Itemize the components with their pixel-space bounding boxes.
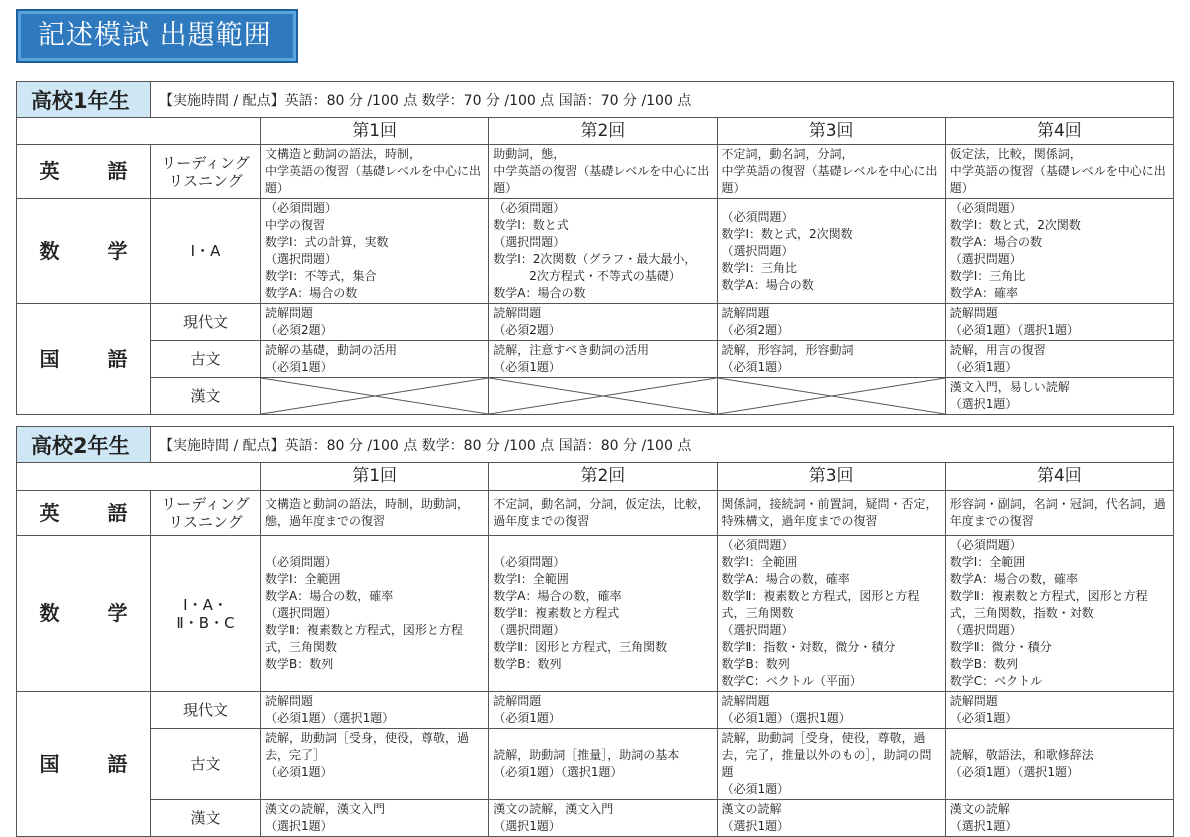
kanbun-r2: 漢文の読解，漢文入門 （選択1題） bbox=[489, 800, 717, 837]
gendai-r2: 読解問題 （必須2題） bbox=[489, 304, 717, 341]
gendai-r3: 読解問題 （必須2題） bbox=[717, 304, 945, 341]
english-r3: 関係詞，接続詞・前置詞，疑問・否定，特殊構文，過年度までの復習 bbox=[717, 491, 945, 536]
round-header-3: 第3回 bbox=[717, 463, 945, 491]
english-r1: 文構造と動詞の語法，時制， 中学英語の復習（基礎レベルを中心に出題） bbox=[261, 145, 489, 199]
kanbun-label: 漢文 bbox=[151, 378, 261, 415]
grade2-label: 高校2年生 bbox=[17, 427, 151, 462]
subject-math: 数 学 bbox=[17, 536, 151, 692]
subject-japanese: 国 語 bbox=[17, 304, 151, 415]
grade2-table bbox=[16, 462, 1174, 837]
round-header-3: 第3回 bbox=[717, 118, 945, 145]
english-subtype: リーディング リスニング bbox=[151, 491, 261, 536]
english-r4: 形容詞・副詞，名詞・冠詞，代名詞，過年度までの復習 bbox=[945, 491, 1173, 536]
kanbun-label: 漢文 bbox=[151, 800, 261, 837]
grade1-band bbox=[16, 81, 1174, 117]
math-r4: （必須問題） 数学Ⅰ：全範囲 数学A：場合の数，確率 数学Ⅱ：複素数と方程式，図形と方程式，三角関数，指数・対数 （選択問題） 数学Ⅱ：微分・積分 数学B：数列 数学C：ベクトル bbox=[945, 536, 1173, 692]
math-r2 bbox=[489, 199, 717, 304]
math-r4: （必須問題） 数学Ⅰ：数と式，2次関数 数学A：場合の数 （選択問題） 数学Ⅰ：三角比 数学A：確率 bbox=[945, 199, 1173, 304]
gendai-r1: 読解問題 （必須2題） bbox=[261, 304, 489, 341]
kobun-row bbox=[17, 341, 1174, 378]
kanbun-r1-empty bbox=[261, 378, 489, 415]
math-r2-text: （必須問題） 数学Ⅰ：数と式 （選択問題） 数学Ⅰ：2次関数（グラフ・最大最小， bbox=[493, 201, 697, 266]
corner-cell bbox=[17, 118, 261, 145]
kobun-label: 古文 bbox=[151, 729, 261, 800]
english-subtype: リーディング リスニング bbox=[151, 145, 261, 199]
kobun-label: 古文 bbox=[151, 341, 261, 378]
round-header-1: 第1回 bbox=[261, 463, 489, 491]
math-r2-indent: 2次方程式・不等式の基礎） bbox=[529, 269, 681, 283]
english-r4: 仮定法，比較，関係詞， 中学英語の復習（基礎レベルを中心に出題） bbox=[945, 145, 1173, 199]
english-r2: 不定詞，動名詞，分詞，仮定法，比較，過年度までの復習 bbox=[489, 491, 717, 536]
round-header-1: 第1回 bbox=[261, 118, 489, 145]
kanbun-r3: 漢文の読解 （選択1題） bbox=[717, 800, 945, 837]
math-row bbox=[17, 536, 1174, 692]
kobun-r2: 読解，助動詞［推量］，助詞の基本 （必須1題）（選択1題） bbox=[489, 729, 717, 800]
grade2-info: 【実施時間 / 配点】英語：80 分 /100 点 数学：80 分 /100 点 国語：80 分 /100 点 bbox=[159, 437, 692, 454]
math-r3: （必須問題） 数学Ⅰ：数と式，2次関数 （選択問題） 数学Ⅰ：三角比 数学A：場合の数 bbox=[717, 199, 945, 304]
kobun-r4: 読解，用言の復習 （必須1題） bbox=[945, 341, 1173, 378]
kobun-r3: 読解，助動詞［受身，使役，尊敬，過去，完了，推量以外のもの］，助詞の問題 （必須1題） bbox=[717, 729, 945, 800]
english-r2: 助動詞，態， 中学英語の復習（基礎レベルを中心に出題） bbox=[489, 145, 717, 199]
subject-math: 数 学 bbox=[17, 199, 151, 304]
round-header-4: 第4回 bbox=[945, 118, 1173, 145]
math-r1: （必須問題） 数学Ⅰ：全範囲 数学A：場合の数，確率 （選択問題） 数学Ⅱ：複素数と方程式，図形と方程式，三角関数 数学B：数列 bbox=[261, 536, 489, 692]
kanbun-r1: 漢文の読解，漢文入門 （選択1題） bbox=[261, 800, 489, 837]
gendai-row bbox=[17, 692, 1174, 729]
kobun-row bbox=[17, 729, 1174, 800]
kobun-r3: 読解，形容詞，形容動詞 （必須1題） bbox=[717, 341, 945, 378]
math-subtype: Ⅰ・A bbox=[151, 199, 261, 304]
grade1-info: 【実施時間 / 配点】英語：80 分 /100 点 数学：70 分 /100 点 国語：70 分 /100 点 bbox=[159, 92, 692, 109]
round-header-2: 第2回 bbox=[489, 118, 717, 145]
kanbun-r4: 漢文入門，易しい読解 （選択1題） bbox=[945, 378, 1173, 415]
math-row bbox=[17, 199, 1174, 304]
grade1-label: 高校1年生 bbox=[17, 82, 151, 117]
subject-english: 英 語 bbox=[17, 145, 151, 199]
english-row bbox=[17, 491, 1174, 536]
kobun-r1: 読解，助動詞［受身，使役，尊敬，過去，完了］ （必須1題） bbox=[261, 729, 489, 800]
kanbun-row bbox=[17, 800, 1174, 837]
kanbun-r4: 漢文の読解 （選択1題） bbox=[945, 800, 1173, 837]
kanbun-r2-empty bbox=[489, 378, 717, 415]
math-r2: （必須問題） 数学Ⅰ：全範囲 数学A：場合の数，確率 数学Ⅱ：複素数と方程式 （選択問題） 数学Ⅱ：図形と方程式，三角関数 数学B：数列 bbox=[489, 536, 717, 692]
grade2-band bbox=[16, 426, 1174, 462]
english-row bbox=[17, 145, 1174, 199]
gendai-label: 現代文 bbox=[151, 304, 261, 341]
math-subtype: Ⅰ・A・ Ⅱ・B・C bbox=[151, 536, 261, 692]
corner-cell bbox=[17, 463, 261, 491]
subject-japanese: 国 語 bbox=[17, 692, 151, 837]
gendai-r4: 読解問題 （必須1題） bbox=[945, 692, 1173, 729]
english-r3: 不定詞，動名詞，分詞， 中学英語の復習（基礎レベルを中心に出題） bbox=[717, 145, 945, 199]
gendai-r2: 読解問題 （必須1題） bbox=[489, 692, 717, 729]
gendai-label: 現代文 bbox=[151, 692, 261, 729]
grade1-table bbox=[16, 117, 1174, 415]
english-r1: 文構造と動詞の語法，時制，助動詞，態，過年度までの復習 bbox=[261, 491, 489, 536]
math-r3: （必須問題） 数学Ⅰ：全範囲 数学A：場合の数，確率 数学Ⅱ：複素数と方程式，図形と方程式，三角関数 （選択問題） 数学Ⅱ：指数・対数，微分・積分 数学B：数列 数学C：ベクトル（平面） bbox=[717, 536, 945, 692]
gendai-row bbox=[17, 304, 1174, 341]
round-header-4: 第4回 bbox=[945, 463, 1173, 491]
header-row bbox=[17, 118, 1174, 145]
gendai-r1: 読解問題 （必須1題）（選択1題） bbox=[261, 692, 489, 729]
math-r1: （必須問題） 中学の復習 数学Ⅰ：式の計算，実数 （選択問題） 数学Ⅰ：不等式，集合 数学A：場合の数 bbox=[261, 199, 489, 304]
math-r2-tail: 数学A：場合の数 bbox=[493, 286, 586, 300]
kanbun-r3-empty bbox=[717, 378, 945, 415]
round-header-2: 第2回 bbox=[489, 463, 717, 491]
kanbun-row bbox=[17, 378, 1174, 415]
grade2-section bbox=[16, 426, 1174, 837]
gendai-r3: 読解問題 （必須1題）（選択1題） bbox=[717, 692, 945, 729]
header-row bbox=[17, 463, 1174, 491]
subject-english: 英 語 bbox=[17, 491, 151, 536]
page-title: 記述模試 出題範囲 bbox=[16, 9, 298, 63]
kobun-r1: 読解の基礎，動詞の活用 （必須1題） bbox=[261, 341, 489, 378]
kobun-r4: 読解，敬語法，和歌修辞法 （必須1題）（選択1題） bbox=[945, 729, 1173, 800]
grade1-section bbox=[16, 81, 1174, 415]
kobun-r2: 読解，注意すべき動詞の活用 （必須1題） bbox=[489, 341, 717, 378]
gendai-r4: 読解問題 （必須1題）（選択1題） bbox=[945, 304, 1173, 341]
